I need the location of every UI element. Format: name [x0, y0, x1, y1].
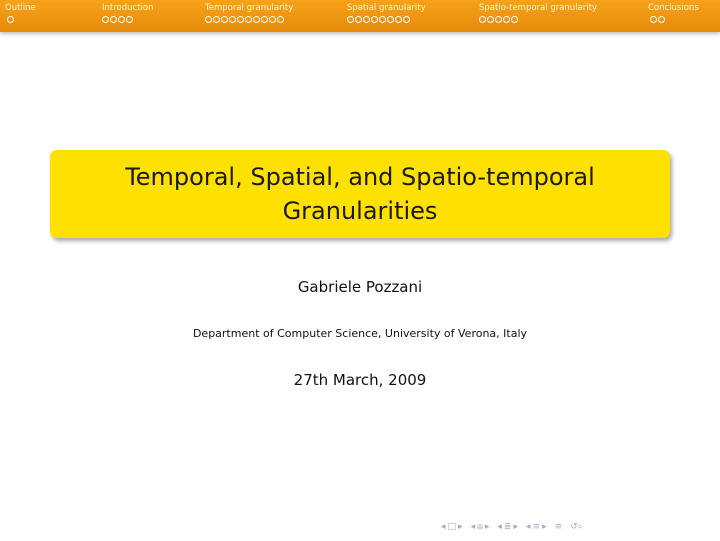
prev-arrow-icon[interactable]: ◂ — [497, 522, 502, 532]
slide-dot[interactable] — [245, 16, 252, 23]
nav-section-label: Introduction — [102, 3, 154, 13]
nav-section-outline[interactable] — [5, 3, 36, 31]
nav-section-spatio-temporal-granularity[interactable] — [479, 3, 597, 31]
section-navigation-bar — [0, 0, 720, 32]
slide-dot[interactable] — [503, 16, 510, 23]
nav-section-temporal-granularity[interactable] — [205, 3, 293, 31]
nav-section-label: Outline — [5, 3, 36, 13]
nav-section-spatial-granularity[interactable] — [347, 3, 426, 31]
slide-dot[interactable] — [511, 16, 518, 23]
slide-dot[interactable] — [277, 16, 284, 23]
slide-dot[interactable] — [387, 16, 394, 23]
nav-section-label: Conclusions — [648, 3, 699, 13]
slide-dot[interactable] — [213, 16, 220, 23]
slide-dot[interactable] — [495, 16, 502, 23]
title-box — [50, 150, 670, 238]
slide-dot[interactable] — [253, 16, 260, 23]
nav-section-dots — [5, 16, 36, 23]
slide-dot[interactable] — [229, 16, 236, 23]
next-arrow-icon[interactable]: ▸ — [484, 522, 490, 532]
author-name: Gabriele Pozzani — [297, 278, 423, 296]
align-icon[interactable]: ≡ — [554, 522, 563, 532]
slide-dot[interactable] — [261, 16, 268, 23]
slide-dot[interactable] — [110, 16, 117, 23]
slide-dot[interactable] — [355, 16, 362, 23]
slide-dot[interactable] — [126, 16, 133, 23]
slide-dot[interactable] — [237, 16, 244, 23]
slide-dot[interactable] — [7, 16, 14, 23]
next-arrow-icon[interactable]: ▸ — [542, 522, 547, 532]
slide-dot[interactable] — [221, 16, 228, 23]
slide-dot[interactable] — [371, 16, 378, 23]
slide-dot[interactable] — [347, 16, 354, 23]
nav-section-conclusions[interactable] — [648, 3, 699, 31]
slide-dot[interactable] — [205, 16, 212, 23]
nav-section-dots — [347, 16, 426, 23]
institute-name: Department of Computer Science, University of Verona, Italy — [192, 327, 528, 340]
nav-section-label: Spatial granularity — [347, 3, 426, 13]
slide-title: Temporal, Spatial, and Spatio-temporal Granularities — [125, 163, 595, 225]
slide-dot[interactable] — [363, 16, 370, 23]
slide-dot[interactable] — [403, 16, 410, 23]
next-arrow-icon[interactable]: ▸ — [513, 522, 518, 532]
nav-section-dots — [648, 16, 699, 23]
slide-dot[interactable] — [479, 16, 486, 23]
subsection-icon[interactable]: ⧈ — [477, 522, 483, 532]
slide-dot[interactable] — [102, 16, 109, 23]
nav-section-label: Temporal granularity — [205, 3, 294, 13]
section-icon[interactable]: ≣ — [503, 522, 512, 532]
prev-arrow-icon[interactable]: ◂ — [525, 522, 531, 532]
search-icon[interactable]: ↺⌕ — [570, 522, 583, 532]
next-arrow-icon[interactable]: ▸ — [458, 522, 463, 532]
nav-section-label: Spatio-temporal granularity — [479, 3, 597, 13]
nav-section-introduction[interactable] — [102, 3, 153, 31]
beamer-navigation-controls — [440, 521, 710, 533]
slide-dot[interactable] — [395, 16, 402, 23]
nav-section-dots — [205, 16, 293, 23]
prev-arrow-icon[interactable]: ◂ — [470, 522, 476, 532]
prev-arrow-icon[interactable]: ◂ — [441, 522, 446, 532]
frame-icon[interactable]: □ — [447, 522, 457, 532]
nav-section-dots — [479, 16, 597, 23]
slide-dot[interactable] — [650, 16, 657, 23]
slide-dot[interactable] — [487, 16, 494, 23]
slide-dot[interactable] — [269, 16, 276, 23]
nav-section-dots — [102, 16, 153, 23]
presentation-date: 27th March, 2009 — [293, 371, 427, 389]
slide-dot[interactable] — [118, 16, 125, 23]
subsection-icon[interactable]: ≡ — [532, 522, 541, 532]
slide-dot[interactable] — [658, 16, 665, 23]
slide-dot[interactable] — [379, 16, 386, 23]
